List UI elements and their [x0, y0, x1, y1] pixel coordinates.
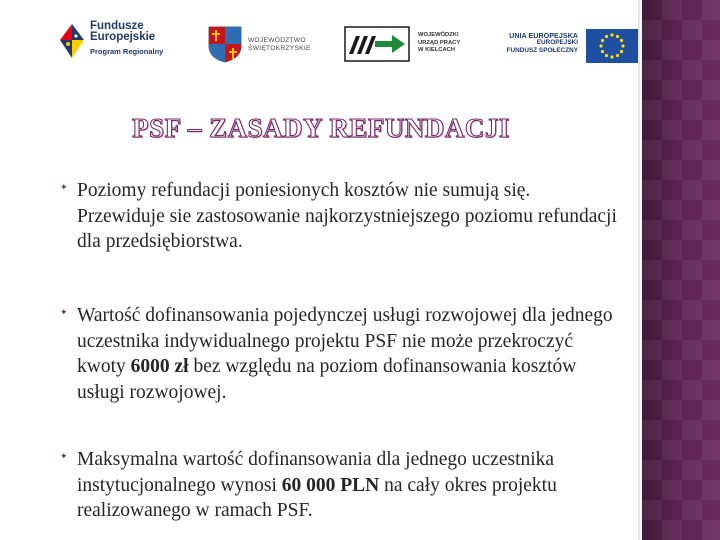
- bullet-3-text-before: Maksymalna wartość dofinansowania dla jednego uczestnika instytucjonalnego wynosi: [77, 449, 555, 496]
- fe-logo-line1: Fundusze: [90, 20, 144, 32]
- bullet-marker-icon: ✦: [60, 182, 68, 192]
- fe-logo-line3: Program Regionalny: [90, 47, 164, 56]
- bullet-2-text-before: Wartość dofinansowania pojedynczej usługi rozwojowej dla jednego uczestnika indywidualnego projektu PSF nie może przekroczyć kwoty: [77, 305, 613, 377]
- bullet-marker-icon: ✦: [60, 451, 68, 461]
- bullet-3-amount: 60 000 PLN: [281, 474, 380, 496]
- bullet-2-amount: 6000 zł: [130, 356, 189, 377]
- bullet-3-text-after: na cały okres projektu realizowanego w ramach PSF.: [77, 474, 557, 521]
- slide-title: PSF – ZASADY REFUNDACJI: [132, 113, 510, 143]
- bullet-text: [77, 303, 622, 405]
- wup-logo-line3: W KIELCACH: [418, 47, 456, 53]
- sw-logo-line1: WOJEWÓDZTWO: [248, 37, 306, 44]
- ue-logo-line2: EUROPEJSKI: [536, 39, 578, 47]
- bullet-marker-icon: ✦: [60, 307, 68, 317]
- sw-logo-line2: ŚWIĘTOKRZYSKIE: [248, 45, 311, 52]
- bullet-2-text-after: bez względu na poziom dofinansowania kosztów usługi rozwojowej.: [77, 356, 577, 403]
- bullet-text: [77, 447, 622, 524]
- ue-logo-line1: UNIA EUROPEJSKA: [509, 31, 578, 40]
- fe-logo-line2: Europejskie: [90, 31, 156, 43]
- wup-logo-line2: URZĄD PRACY: [418, 39, 461, 46]
- ue-logo-line3: FUNDUSZ SPOŁECZNY: [506, 46, 578, 54]
- wup-logo-line1: WOJEWÓDZKI: [418, 32, 459, 38]
- bullet-text: [77, 178, 622, 255]
- decorative-side-panel: [642, 0, 720, 540]
- bullet-1-text: Poziomy refundacji poniesionych kosztów nie sumują się. Przewiduje sie zastosowanie najkorzystniejszego poziomu refundacji dla przedsiębiorstwa.: [77, 180, 617, 252]
